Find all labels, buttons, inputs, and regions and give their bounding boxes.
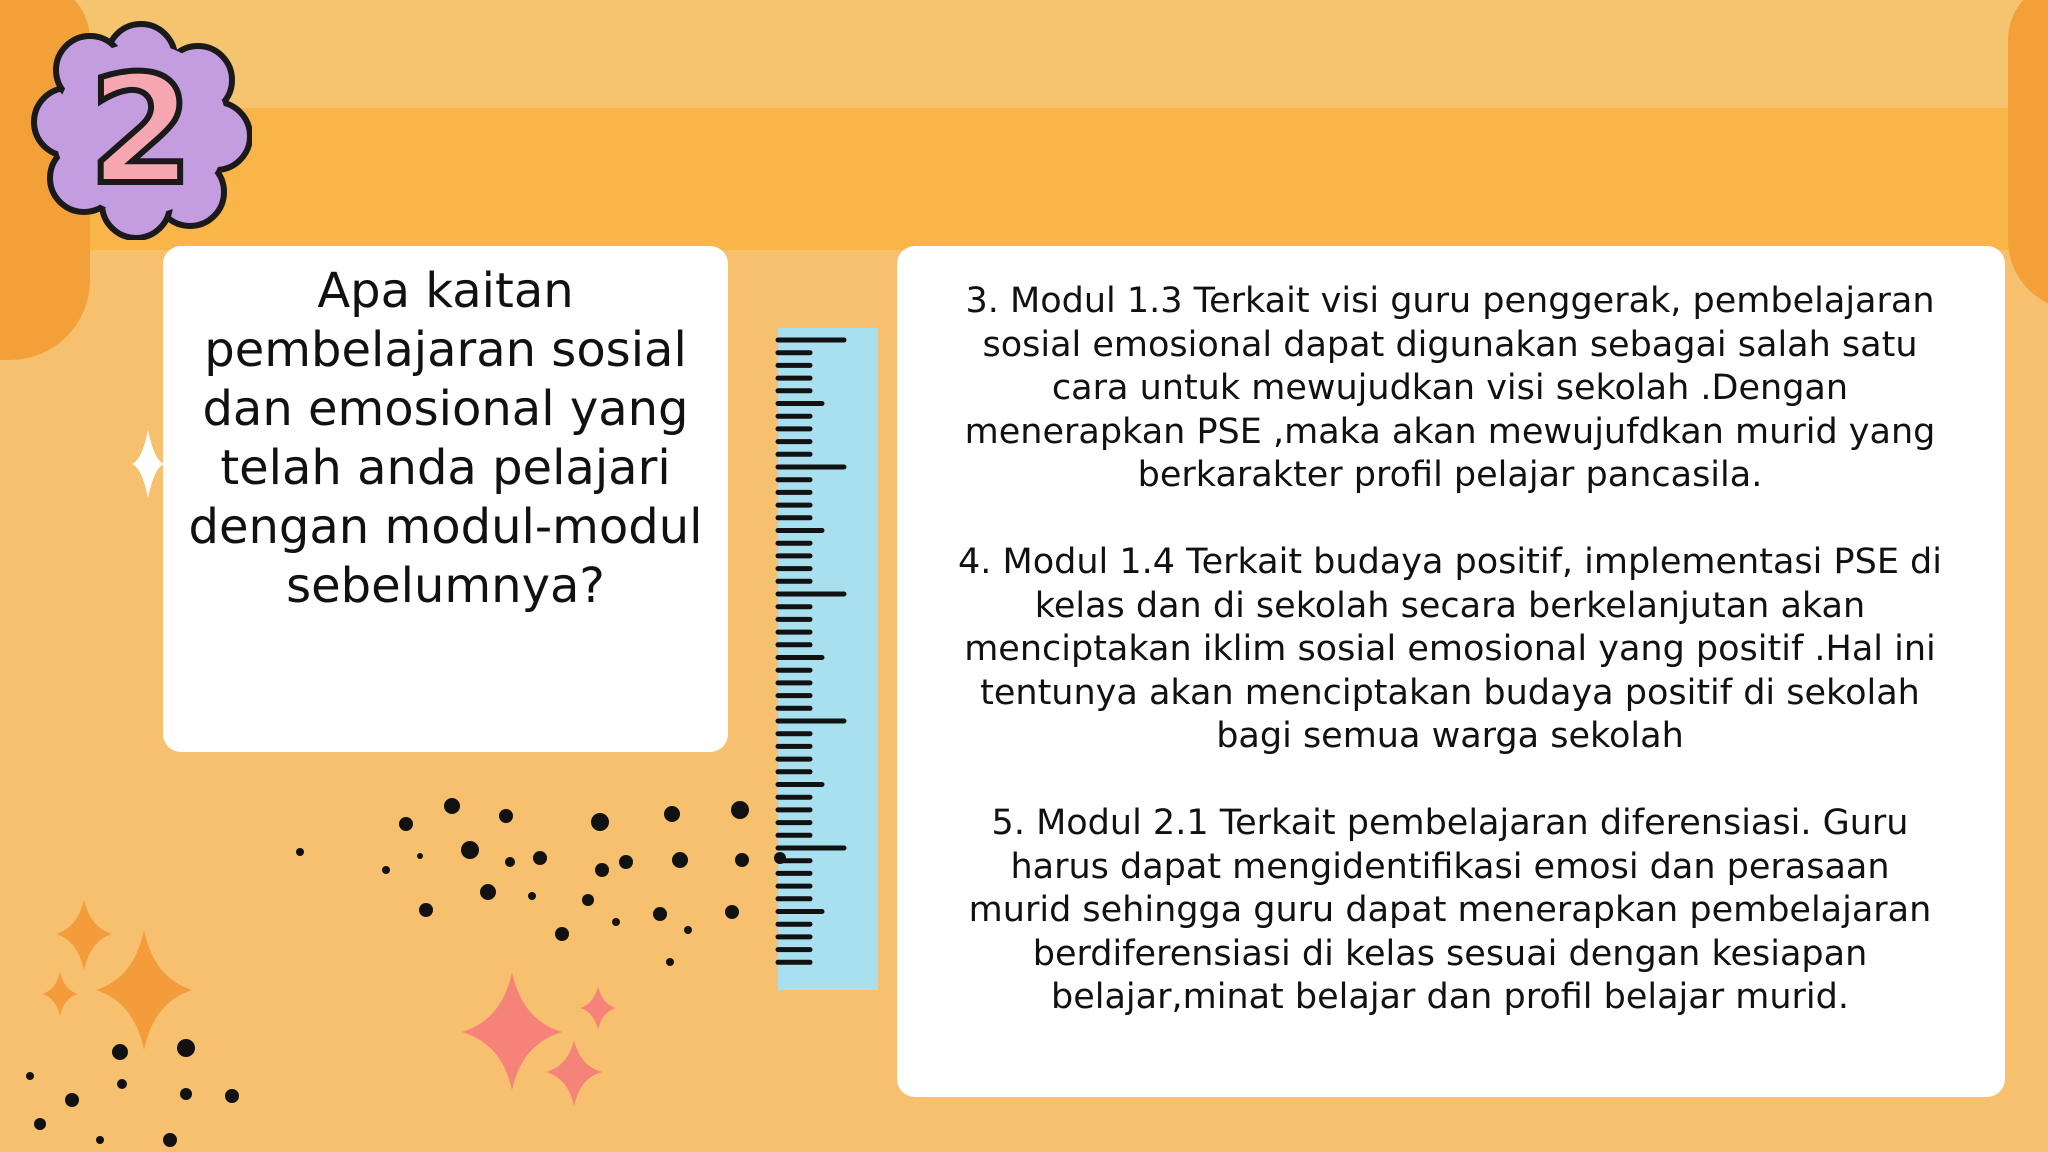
answer-paragraph-3: 3. Modul 1.3 Terkait visi guru penggerak, pembelajaran sosial emosional dapat digunakan sebagai salah satu cara untuk mewujudkan visi sekolah .Dengan menerapkan PSE ,maka akan mewujufdkan murid yang berkarakter profil pelajar pancasila. bbox=[964, 281, 1936, 495]
dot bbox=[774, 852, 786, 864]
dot bbox=[112, 1044, 128, 1060]
dot bbox=[528, 892, 536, 900]
dot bbox=[399, 817, 413, 831]
answer-text bbox=[925, 280, 1975, 1063]
top-band bbox=[0, 108, 2048, 250]
dot bbox=[382, 866, 390, 874]
dot bbox=[180, 1088, 192, 1100]
dot bbox=[505, 857, 515, 867]
dot bbox=[731, 801, 749, 819]
dot bbox=[225, 1089, 239, 1103]
dot bbox=[163, 1133, 177, 1147]
dot bbox=[612, 918, 620, 926]
dot bbox=[591, 813, 609, 831]
right-blob-decoration bbox=[2008, 0, 2048, 310]
dot bbox=[533, 851, 547, 865]
dot bbox=[417, 853, 423, 859]
dot bbox=[555, 927, 569, 941]
dot-decorations bbox=[0, 780, 800, 1152]
dot bbox=[666, 958, 674, 966]
dot bbox=[26, 1072, 34, 1080]
badge-number: 2 bbox=[88, 44, 194, 218]
dot bbox=[296, 848, 304, 856]
dot bbox=[461, 841, 479, 859]
top-band-light bbox=[0, 0, 2048, 110]
answer-paragraph-4: 4. Modul 1.4 Terkait budaya positif, implementasi PSE di kelas dan di sekolah secara berkelanjutan akan menciptakan iklim sosial emosional yang positif .Hal ini tentunya akan menciptakan budaya positif di sekolah bagi semua warga sekolah bbox=[957, 542, 1943, 756]
sparkle-icon bbox=[132, 430, 164, 498]
dot bbox=[582, 894, 594, 906]
dot bbox=[725, 905, 739, 919]
dot bbox=[444, 798, 460, 814]
dot bbox=[653, 907, 667, 921]
dot bbox=[619, 855, 633, 869]
dot bbox=[595, 863, 609, 877]
dot bbox=[664, 806, 680, 822]
dot bbox=[34, 1118, 46, 1130]
dot bbox=[480, 884, 496, 900]
dot bbox=[684, 926, 692, 934]
answer-paragraph-5: 5. Modul 2.1 Terkait pembelajaran diferensiasi. Guru harus dapat mengidentifikasi emosi dan perasaan murid sehingga guru dapat menerapkan pembelajaran berdiferensiasi di kelas sesuai dengan kesiapan belajar,minat belajar dan profil belajar murid. bbox=[968, 803, 1932, 1017]
question-text: Apa kaitan pembelajaran sosial dan emosional yang telah anda pelajari dengan modul-modul sebelumnya? bbox=[188, 263, 703, 614]
dot bbox=[499, 809, 513, 823]
dot bbox=[419, 903, 433, 917]
dot bbox=[735, 853, 749, 867]
dot bbox=[672, 852, 688, 868]
dot bbox=[177, 1039, 195, 1057]
dot bbox=[65, 1093, 79, 1107]
dot bbox=[117, 1079, 127, 1089]
dot bbox=[96, 1136, 104, 1144]
